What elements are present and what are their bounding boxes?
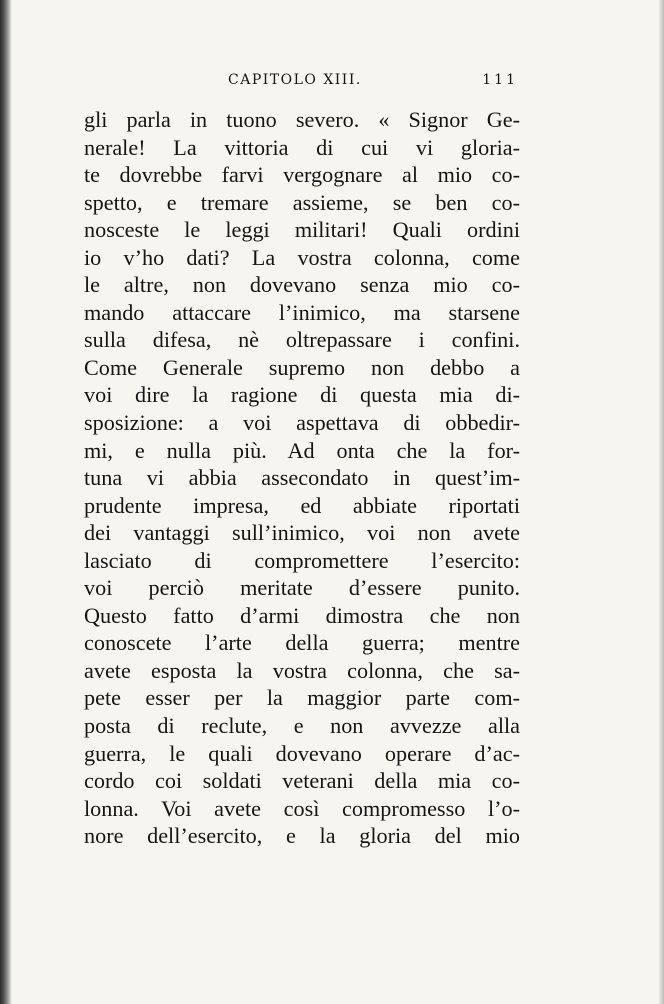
text-line: voi dire la ragione di questa mia di- [84, 382, 520, 408]
text-line: prudente impresa, ed abbiate riportati [84, 492, 520, 518]
text-line: sposizione: a voi aspettava di obbedir- [84, 410, 520, 436]
text-line: le altre, non dovevano senza mio co- [84, 272, 520, 298]
text-line: io v’ho dati? La vostra colonna, come [84, 244, 520, 270]
book-page [84, 72, 520, 850]
page-binding-edge [0, 0, 12, 1004]
text-line: guerra, le quali dovevano operare d’ac- [84, 740, 520, 766]
text-line: pete esser per la maggior parte com- [84, 685, 520, 711]
text-line: Questo fatto d’armi dimostra che non [84, 602, 520, 628]
text-line: lasciato di compromettere l’esercito: [84, 547, 520, 573]
page-number: 111 [482, 72, 518, 88]
chapter-heading: CAPITOLO XIII. [228, 72, 362, 88]
text-line: spetto, e tremare assieme, se ben co- [84, 189, 520, 215]
text-line: conoscete l’arte della guerra; mentre [84, 630, 520, 656]
text-line: voi perciò meritate d’essere punito. [84, 575, 520, 601]
text-line: te dovrebbe farvi vergognare al mio co- [84, 162, 520, 188]
text-line: avete esposta la vostra colonna, che sa- [84, 657, 520, 683]
text-line: mando attaccare l’inimico, ma starsene [84, 299, 520, 325]
text-line: tuna vi abbia assecondato in quest’im- [84, 465, 520, 491]
running-head [84, 72, 520, 102]
text-line: lonna. Voi avete così compromesso l’o- [84, 795, 520, 821]
text-line: dei vantaggi sull’inimico, voi non avete [84, 520, 520, 546]
text-line: nosceste le leggi militari! Quali ordini [84, 217, 520, 243]
text-line: cordo coi soldati veterani della mia co- [84, 768, 520, 794]
text-line: sulla difesa, nè oltrepassare i confini. [84, 327, 520, 353]
text-line: posta di reclute, e non avvezze alla [84, 713, 520, 739]
text-line: mi, e nulla più. Ad onta che la for- [84, 437, 520, 463]
text-line: gli parla in tuono severo. « Signor Ge- [84, 107, 520, 132]
text-line: nore dell’esercito, e la gloria del mio [84, 823, 520, 849]
text-line: Come Generale supremo non debbo a [84, 354, 520, 380]
page-right-edge [658, 0, 664, 1004]
text-line: nerale! La vittoria di cui vi gloria- [84, 134, 520, 160]
body-text [84, 106, 520, 850]
